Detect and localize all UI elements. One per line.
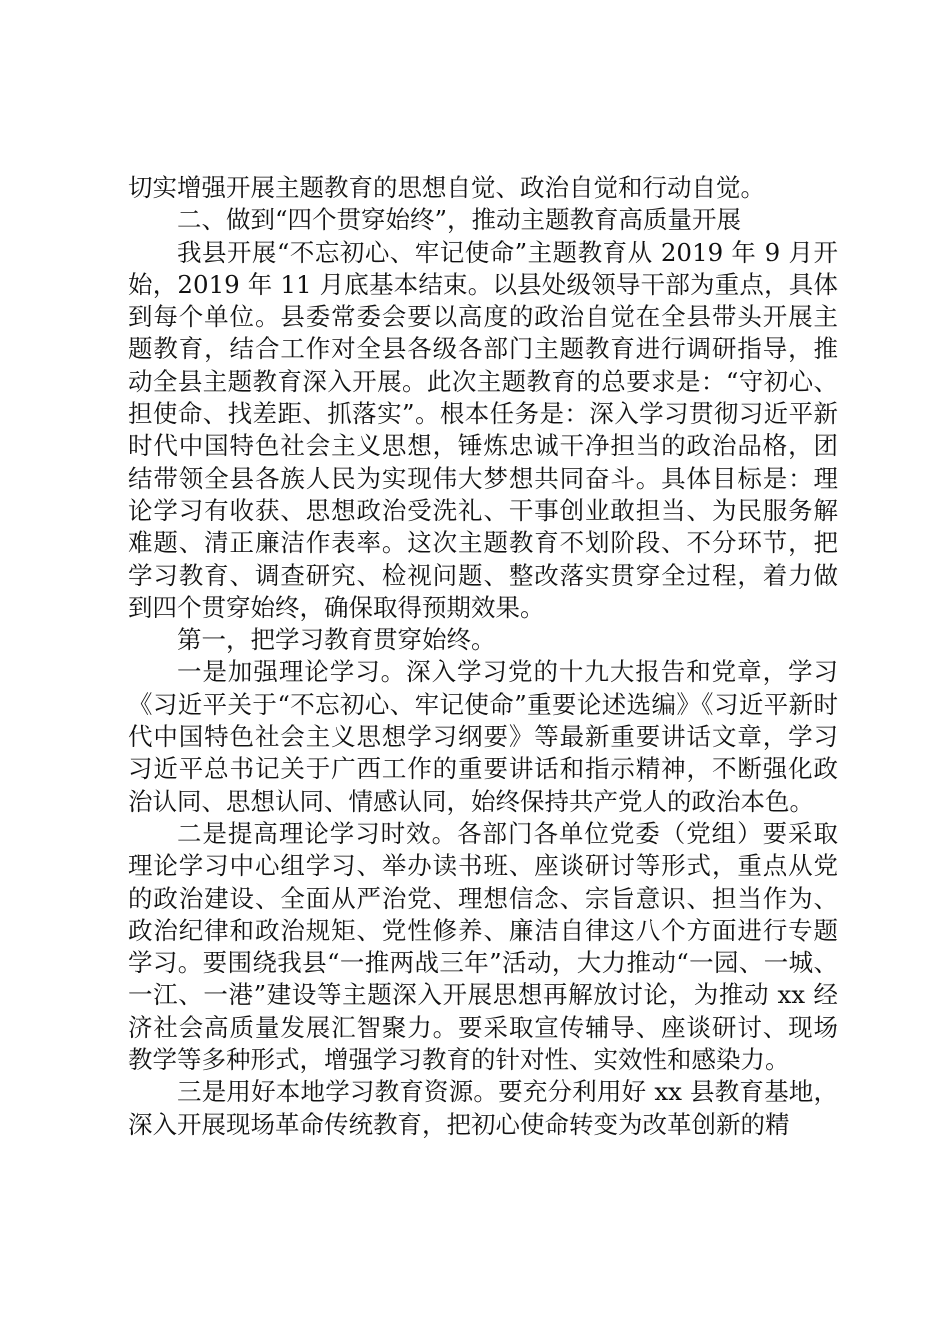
- section-heading: 二、做到“四个贯穿始终”，推动主题教育高质量开展: [177, 205, 742, 235]
- paragraph-continuation: 切实增强开展主题教育的思想自觉、政治自觉和行动自觉。: [128, 173, 765, 202]
- paragraph-overview: 我县开展“不忘初心、牢记使命”主题教育从 2019 年 9 月开始，2019 年 11 月底基本结束。以县处级领导干部为重点，具体到每个单位。县委常委会要以高度的政治自觉在全县带头开展主题教育，结合工作对全县各级各部门主题教育进行调研指导，推动全县主题教育深入开展。此次主题教育的总要求是：“守初心、担使命、找差距、抓落实”。根本任务是：深入学习贯彻习近平新时代中国特色社会主义思想，锤炼忠诚干净担当的政治品格，团结带领全县各族人民为实现伟大梦想共同奋斗。具体目标是：理论学习有收获、思想政治受洗礼、干事创业敢担当、为民服务解难题、清正廉洁作表率。这次主题教育不划阶段、不分环节，把学习教育、调查研究、检视问题、整改落实贯穿全过程，着力做到四个贯穿始终，确保取得预期效果。: [128, 237, 838, 622]
- paragraph-point-two: 二是提高理论学习时效。各部门各单位党委（党组）要采取理论学习中心组学习、举办读书班、座谈研讨等形式，重点从党的政治建设、全面从严治党、理想信念、宗旨意识、担当作为、政治纪律和政治规矩、党性修养、廉洁自律这八个方面进行专题学习。要围绕我县“一推两战三年”活动，大力推动“一园、一城、一江、一港”建设等主题深入开展思想再解放讨论，为推动 xx 经济社会高质量发展汇智聚力。要采取宣传辅导、座谈研讨、现场教学等多种形式，增强学习教育的针对性、实效性和感染力。: [128, 818, 838, 1075]
- paragraph-point-three: 三是用好本地学习教育资源。要充分利用好 xx 县教育基地，深入开展现场革命传统教育，把初心使命转变为改革创新的精: [128, 1077, 838, 1139]
- paragraph-point-one: 一是加强理论学习。深入学习党的十九大报告和党章，学习《习近平关于“不忘初心、牢记使命”重要论述选编》《习近平新时代中国特色社会主义思想学习纲要》等最新重要讲话文章，学习习近平总书记关于广西工作的重要讲话和指示精神，不断强化政治认同、思想认同、情感认同，始终保持共产党人的政治本色。: [128, 657, 838, 816]
- document-body: [128, 172, 838, 1141]
- subsection-heading: 第一，把学习教育贯穿始终。: [177, 625, 496, 655]
